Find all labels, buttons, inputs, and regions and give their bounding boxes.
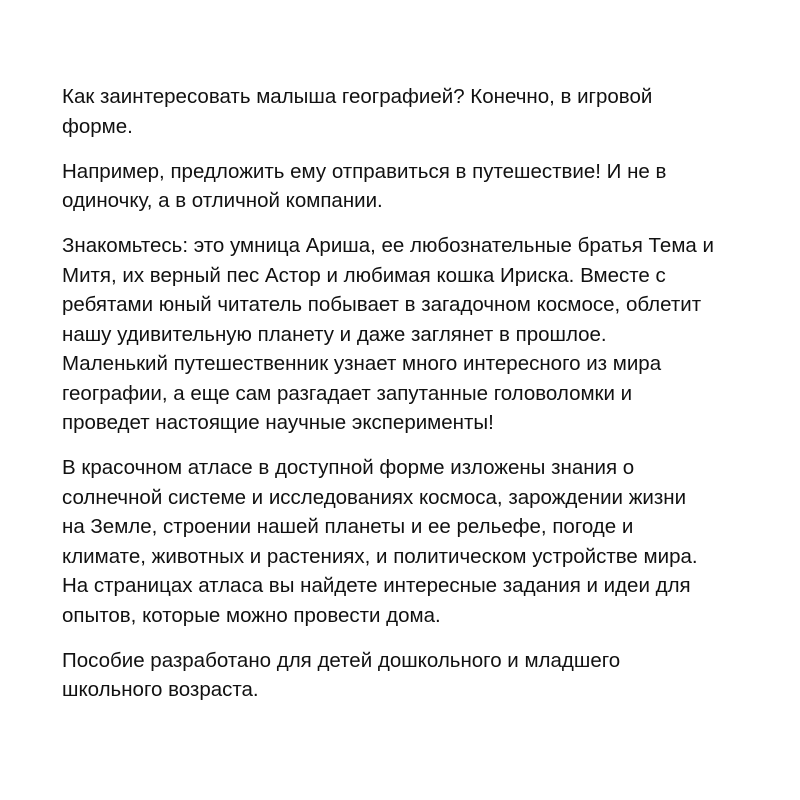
text-line: Знакомьтесь: это умница Ариша, ее любознательные братья Тема и: [62, 234, 714, 257]
text-line: ребятами юный читатель побывает в загадочном космосе, облетит: [62, 293, 702, 316]
text-line: опытов, которые можно провести дома.: [62, 603, 441, 627]
text-line: Маленький путешественник узнает много интересного из мира: [62, 352, 662, 375]
text-line: Митя, их верный пес Астор и любимая кошка Ириска. Вместе с: [62, 263, 666, 287]
paragraph-audience: [62, 646, 752, 705]
text-line: проведет настоящие научные эксперименты!: [62, 411, 494, 434]
text-line: Например, предложить ему отправиться в путешествие! И не в: [62, 159, 667, 183]
text-line: на Земле, строении нашей планеты и ее рельефе, погоде и: [62, 515, 634, 538]
paragraph-characters: [62, 231, 752, 438]
text-line: В красочном атласе в доступной форме изложены знания о: [62, 456, 635, 479]
text-line: одиночку, а в отличной компании.: [62, 189, 383, 212]
text-line: форме.: [62, 114, 133, 138]
text-line: климате, животных и растениях, и политическом устройстве мира.: [62, 544, 698, 568]
text-line: Как заинтересовать малыша географией? Конечно, в игровой: [62, 85, 653, 108]
text-line: солнечной системе и исследованиях космоса, зарождении жизни: [62, 485, 687, 509]
document-body: [62, 82, 752, 720]
text-line: школьного возраста.: [62, 678, 259, 701]
text-line: географии, а еще сам разгадает запутанные головоломки и: [62, 381, 633, 405]
text-line: Пособие разработано для детей дошкольного и младшего: [62, 648, 621, 672]
text-line: На страницах атласа вы найдете интересные задания и идеи для: [62, 574, 691, 597]
paragraph-intro: [62, 82, 752, 141]
paragraph-journey: [62, 157, 752, 216]
text-line: нашу удивительную планету и даже заглянет в прошлое.: [62, 322, 607, 346]
paragraph-atlas-contents: [62, 453, 752, 630]
